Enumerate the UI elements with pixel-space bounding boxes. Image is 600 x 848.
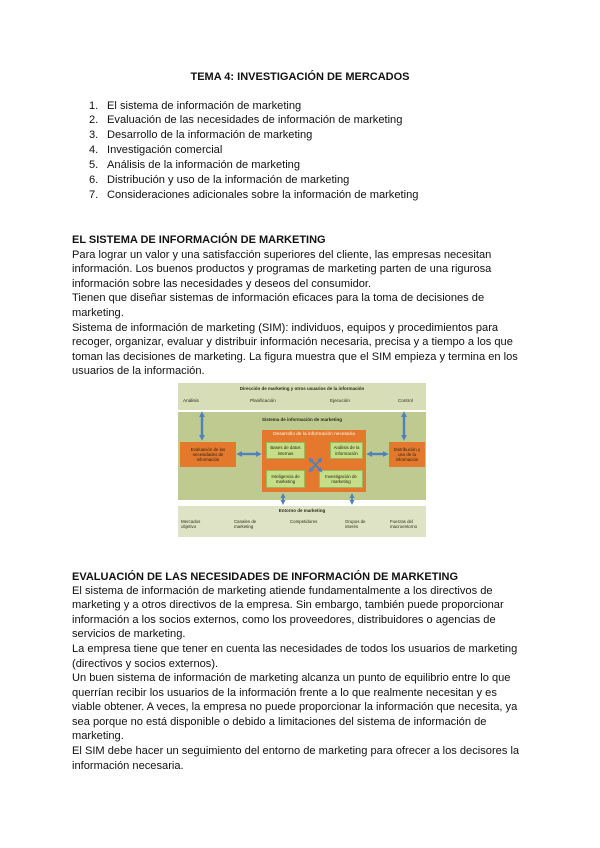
users-item-control: Control (398, 398, 413, 403)
distribute-info-label: Distribución y uso de la información (393, 446, 421, 463)
section-heading-needs: EVALUACIÓN DE LAS NECESIDADES DE INFORMACIÓN DE MARKETING (72, 570, 459, 583)
environment-item-competitors: Competidores (290, 519, 318, 524)
paragraph-line: (directivos y socios externos). (72, 657, 219, 670)
paragraph-line: información necesaria. (72, 759, 184, 772)
section-body-mis (72, 248, 518, 379)
list-number: 7. (89, 188, 99, 201)
list-item (89, 173, 418, 188)
users-item-execution: Ejecución (330, 398, 350, 403)
paragraph-line: Un buen sistema de información de marketing alcanza un punto de equilibrio entre lo que (72, 672, 511, 685)
list-label: El sistema de información de marketing (107, 99, 302, 112)
users-item-analysis: Análisis (183, 398, 199, 403)
environment-item-channels: Canales de marketing (234, 519, 257, 530)
list-number: 5. (89, 159, 99, 172)
internal-databases-label: Bases de datos internas (270, 445, 301, 456)
list-number: 2. (89, 114, 99, 127)
paragraph-line: marketing. (72, 307, 124, 320)
mis-panel-title: Sistema de información de marketing (261, 417, 343, 422)
paragraph-line: El sistema de información de marketing atiende fundamentalmente a los directivos de (72, 584, 493, 597)
environment-item-macro-forces: Fuerzas del macroentorno (390, 519, 418, 530)
list-label: Investigación comercial (107, 144, 223, 157)
list-label: Evaluación de las necesidades de información de marketing (107, 114, 403, 127)
info-analysis-label: Análisis de la información (333, 445, 360, 456)
paragraph-line: Para lograr un valor y una satisfacción superiores del cliente, las empresas necesitan (72, 248, 492, 261)
list-number: 1. (89, 99, 99, 112)
section-heading-mis: EL SISTEMA DE INFORMACIÓN DE MARKETING (72, 233, 326, 246)
users-item-planning: Planificación (250, 398, 276, 403)
list-item (89, 128, 418, 143)
paragraph-line: información sobre las necesidades y deseos del consumidor. (72, 277, 372, 290)
environment-item-target-markets: Mercados objetivo (181, 519, 201, 530)
list-item (89, 143, 418, 158)
users-panel-title: Dirección de marketing y otros usuarios de la información (239, 386, 365, 391)
paragraph-line: toman las decisiones de marketing. La figura muestra que el SIM empieza y termina en los (72, 350, 518, 363)
paragraph-line: La empresa tiene que tener en cuenta las necesidades de todos los usuarios de marketing (72, 643, 518, 655)
list-label: Desarrollo de la información de marketing (107, 129, 313, 142)
paragraph-line: Sistema de información de marketing (SIM): individuos, equipos y procedimientos para (72, 321, 499, 334)
contents-list (89, 99, 418, 203)
environment-item-publics: Grupos de interés (345, 519, 366, 530)
assess-needs-label: Evaluación de las necesidades de información (190, 446, 226, 463)
list-label: Distribución y uso de la información de marketing (107, 173, 350, 186)
list-item (89, 158, 418, 173)
paragraph-line: El SIM debe hacer un seguimiento del entorno de marketing para ofrecer a los decisores la (72, 745, 520, 758)
paragraph-line: Tienen que diseñar sistemas de información eficaces para la toma de decisiones de (72, 292, 485, 305)
paragraph-line: usuarios de la información. (72, 365, 205, 378)
list-number: 3. (89, 129, 99, 142)
paragraph-line: sea porque no está disponible o debido a limitaciones del sistema de información de (72, 715, 487, 728)
paragraph-line: querrían recibir los usuarios de la información frente a lo que realmente necesitan y es (72, 686, 497, 699)
document-title: TEMA 4: INVESTIGACIÓN DE MERCADOS (190, 71, 410, 83)
list-label: Consideraciones adicionales sobre la información de marketing (107, 188, 419, 201)
list-item (89, 99, 418, 114)
develop-info-title: Desarrollo de la información necesaria (273, 432, 355, 437)
list-item (89, 113, 418, 128)
list-label: Análisis de la información de marketing (107, 159, 301, 172)
section-body-needs (72, 584, 519, 774)
paragraph-line: recoger, organizar, evaluar y distribuir información necesaria, precisa y a tiempo a los que (72, 336, 513, 349)
flow-arrows (178, 382, 426, 537)
list-number: 4. (89, 144, 99, 157)
paragraph-line: viable obtener. A veces, la empresa no puede proporcionar la información que necesita, ya (72, 701, 518, 714)
mis-diagram (178, 382, 426, 537)
environment-panel-title: Entorno de marketing (278, 508, 326, 513)
list-number: 6. (89, 173, 99, 186)
paragraph-line: servicios de marketing. (72, 628, 186, 641)
list-item (89, 188, 418, 203)
marketing-research-label: Investigación de marketing (325, 473, 357, 484)
marketing-intelligence-label: Inteligencia de marketing (271, 473, 300, 484)
paragraph-line: marketing y a otros directivos de la empresa. Sin embargo, también puede proporcionar (72, 599, 504, 612)
paragraph-line: información. Los buenos productos y programas de marketing parten de una rigurosa (72, 263, 492, 276)
paragraph-line: información a los socios externos, como los proveedores, distribuidores o agencias de (72, 613, 496, 626)
paragraph-line: marketing. (72, 730, 124, 743)
